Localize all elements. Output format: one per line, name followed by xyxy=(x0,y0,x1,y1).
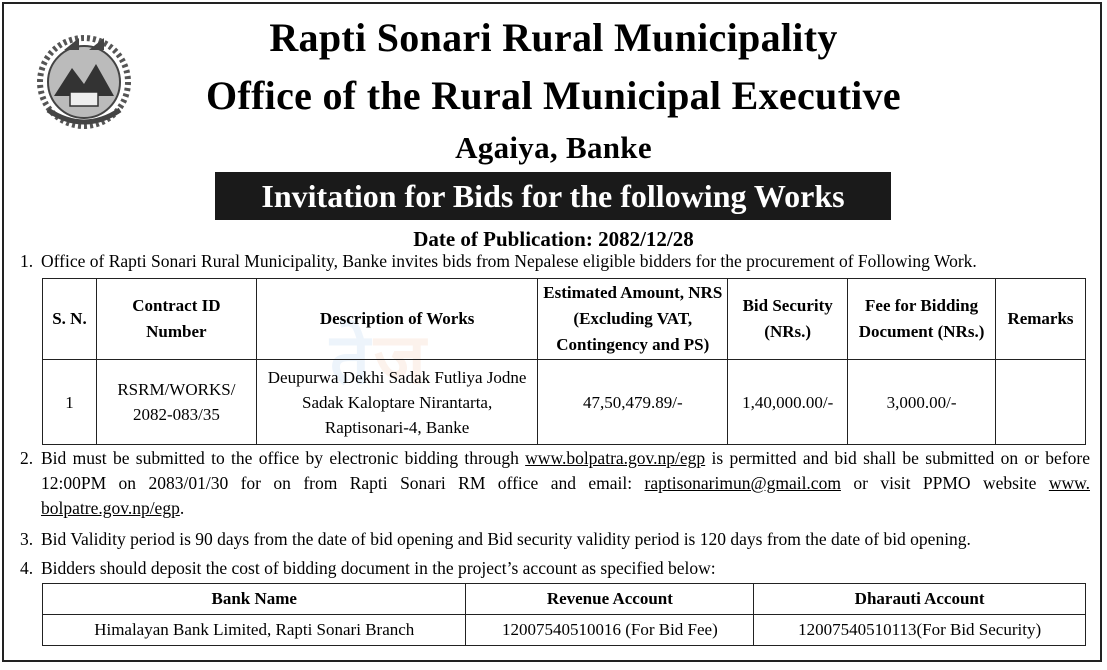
header-remarks: Remarks xyxy=(995,279,1085,360)
point-text-segment: Bid must be submitted to the office by electronic bidding through xyxy=(41,448,526,468)
municipality-name: Rapti Sonari Rural Municipality xyxy=(269,15,838,60)
header-bank-name: Bank Name xyxy=(43,584,466,615)
point-text: Bidders should deposit the cost of bidding document in the project’s account as specified below: xyxy=(41,558,716,578)
cell-revenue-account: 12007540510016 (For Bid Fee) xyxy=(466,615,754,646)
cell-bidding-fee: 3,000.00/- xyxy=(848,360,996,445)
point-3 xyxy=(20,527,1090,552)
cell-estimated-amount: 47,50,479.89/- xyxy=(538,360,728,445)
office-location: Agaiya, Banke xyxy=(455,130,652,165)
point-number: 1. xyxy=(20,251,34,271)
cell-remarks xyxy=(995,360,1085,445)
office-name: Office of the Rural Municipal Executive xyxy=(206,73,901,118)
ppmo-website-link[interactable]: www. bolpatre.gov.np/egp xyxy=(41,473,1090,518)
point-text: Bid Validity period is 90 days from the date of bid opening and Bid security validity period is 120 days from the date of bid opening. xyxy=(41,529,971,549)
point-text-segment: or visit PPMO website xyxy=(840,473,1049,493)
point-text: Office of Rapti Sonari Rural Municipality, Banke invites bids from Nepalese eligible bidders for the procurement of Following Work. xyxy=(41,251,977,271)
cell-sn: 1 xyxy=(43,360,97,445)
point-4 xyxy=(20,556,1090,581)
works-table xyxy=(42,278,1086,445)
header-bidding-fee: Fee for Bidding Document (NRs.) xyxy=(848,279,996,360)
header-bid-security: Bid Security (NRs.) xyxy=(728,279,848,360)
egp-link[interactable]: www.bolpatra.gov.np/egp xyxy=(525,448,706,468)
bank-accounts-table xyxy=(42,583,1086,646)
bank-table-header xyxy=(43,584,1086,615)
cell-bank-name: Himalayan Bank Limited, Rapti Sonari Branch xyxy=(43,615,466,646)
cell-dharauti-account: 12007540510113(For Bid Security) xyxy=(754,615,1086,646)
header-sn: S. N. xyxy=(43,279,97,360)
point-text-segment: . xyxy=(179,498,185,518)
header-description: Description of Works xyxy=(256,279,538,360)
point-number: 3. xyxy=(20,529,34,549)
cell-contract-id: RSRM/WORKS/ 2082-083/35 xyxy=(96,360,256,445)
cell-bid-security: 1,40,000.00/- xyxy=(728,360,848,445)
cell-description: Deupurwa Dekhi Sadak Futliya Jodne Sadak Kaloptare Nirantarta, Raptisonari-4, Banke xyxy=(256,360,538,445)
point-2 xyxy=(20,446,1090,521)
works-table-header xyxy=(43,279,1086,360)
point-1 xyxy=(20,249,1090,274)
point-text xyxy=(41,446,1090,521)
point-number: 2. xyxy=(20,448,34,468)
header-contract-id: Contract ID Number xyxy=(96,279,256,360)
watermark-logo: तेज xyxy=(330,318,430,400)
notice-title-banner: Invitation for Bids for the following Works xyxy=(215,172,891,220)
header-revenue-account: Revenue Account xyxy=(466,584,754,615)
table-row xyxy=(43,615,1086,646)
point-text-segment: is permitted and bid shall be submitted on or before 12:00PM on 2083/01/30 for on from Rapti Sonari RM office and email: xyxy=(41,448,1090,493)
publication-date: Date of Publication: 2082/12/28 xyxy=(413,227,694,251)
table-row xyxy=(43,360,1086,445)
point-number: 4. xyxy=(20,558,34,578)
header-dharauti-account: Dharauti Account xyxy=(754,584,1086,615)
email-link[interactable]: raptisonarimun@gmail.com xyxy=(644,473,841,493)
header-estimated-amount: Estimated Amount, NRS (Excluding VAT, Contingency and PS) xyxy=(538,279,728,360)
